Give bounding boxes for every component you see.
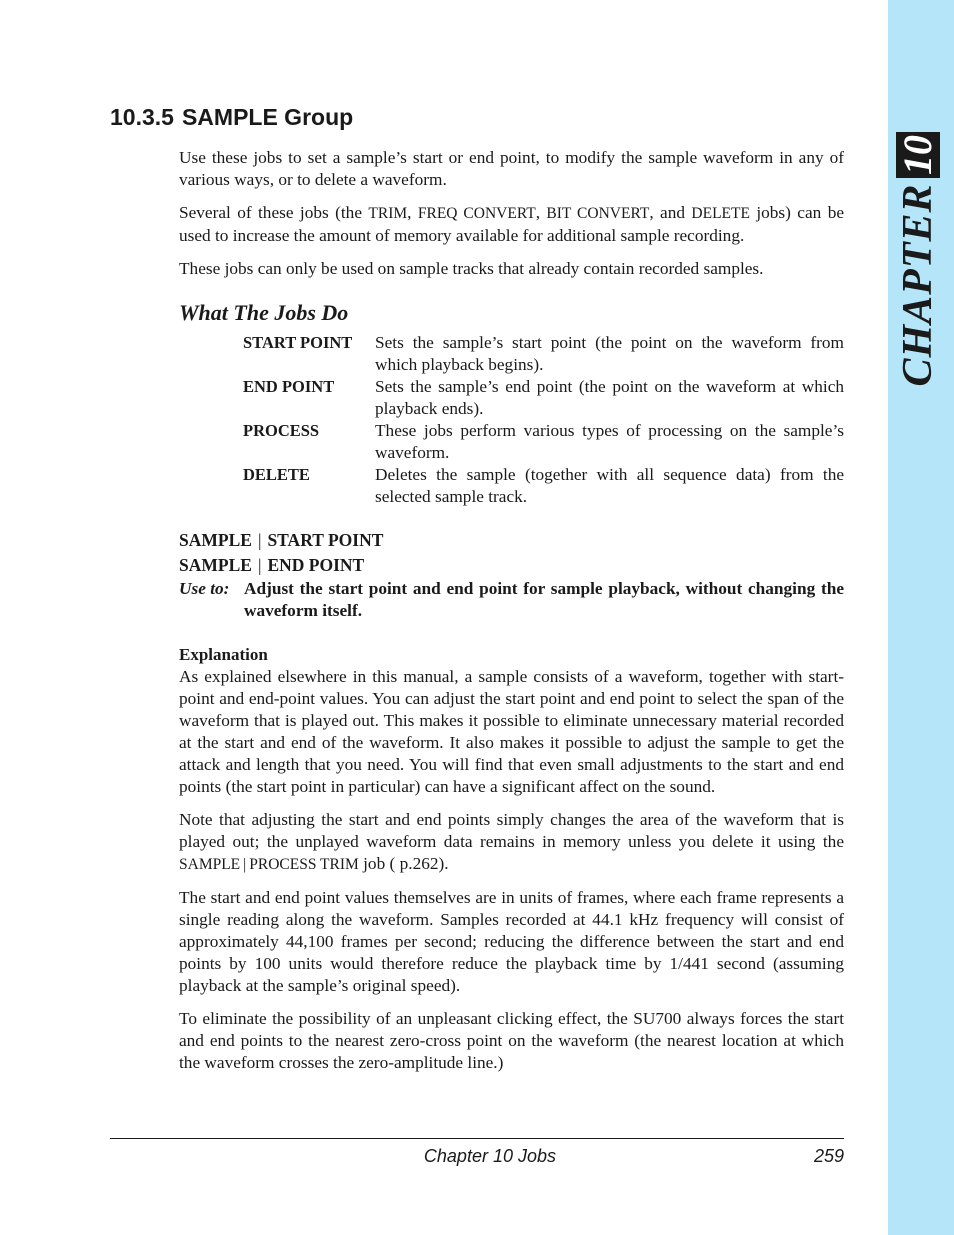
job-description: Sets the sample’s start point (the point on the waveform from which playback begins). [375,333,844,374]
explanation-paragraph-1: As explained elsewhere in this manual, a sample consists of a waveform, together with start-point and end-point values. You can adjust the start point and end point to select the span of the waveform that is played out. This makes it possible to eliminate unnecessary material recorded at the start and end of the waveform. It also makes it possible to adjust the sample to get the attack and length that you need. You will find that even small adjustments to the start and end points (the start point in particular) can have a significant affect on the sound. [179,667,844,796]
footer-divider [110,1138,844,1139]
explanation-paragraph-4: To eliminate the possibility of an unpleasant clicking effect, the SU700 always forces the start and end points to the nearest zero-cross point on the waveform (the nearest location at which the waveform crosses the zero-amplitude line.) [179,1009,844,1072]
job-path-separator: | [243,856,247,873]
command-group: SAMPLE [179,530,252,550]
section-heading [110,104,353,131]
job-name-delete: DELETE [691,205,750,222]
explanation-p2-text: Note that adjusting the start and end points simply changes the area of the waveform that is played out; the unplayed waveform data remains in memory unless you delete it using the [179,810,844,851]
job-term: START POINT [243,333,353,352]
job-name-trim: TRIM [368,205,408,222]
main-content [179,147,844,1085]
job-item [243,376,844,420]
job-name-bit-convert: BIT CONVERT [546,205,650,222]
job-item [243,332,844,376]
chapter-word: CHAPTER [895,183,941,387]
job-group-name: SAMPLE [179,856,241,873]
command-job: END POINT [267,555,365,575]
explanation-paragraph-3: The start and end point values themselves are in units of frames, where each frame represents a single reading along the waveform. Samples recorded at 44.1 kHz frequency will consist of approximately 44,100 frames per second; reducing the difference between the start and end points by 100 units would therefore reduce the playback time by 1/441 second (assuming playback at the sample’s original speed). [179,888,844,995]
job-term: DELETE [243,465,310,484]
use-to-label: Use to: [179,579,230,598]
use-to-text: Adjust the start point and end point for sample playback, without changing the waveform itself. [244,579,844,620]
chapter-number: 10 [895,135,940,175]
command-separator: | [257,555,262,575]
explanation-paragraph-2 [179,809,844,876]
intro-paragraph-1: Use these jobs to set a sample’s start or end point, to modify the sample waveform in any of various ways, or to delete a waveform. [179,148,844,189]
command-end-point [179,553,844,578]
command-group: SAMPLE [179,555,252,575]
job-term: END POINT [243,377,335,396]
intro-p2-and: , and [649,203,692,222]
use-to-block [179,578,844,622]
intro-p2-text: Several of these jobs (the [179,203,369,222]
intro-p2-sep: , [407,203,418,222]
section-number: 10.3.5 [110,104,174,130]
explanation-p2-reference: job ( p.262). [358,854,449,873]
job-description: Deletes the sample (together with all sequence data) from the selected sample track. [375,465,844,506]
intro-paragraph-2 [179,202,844,247]
job-description: These jobs perform various types of processing on the sample’s waveform. [375,421,844,462]
command-job: START POINT [267,530,384,550]
job-description: Sets the sample’s end point (the point on the waveform at which playback ends). [375,377,844,418]
command-start-point [179,528,844,553]
command-separator: | [257,530,262,550]
job-name-freq-convert: FREQ CONVERT [417,205,536,222]
explanation-heading: Explanation [179,645,268,664]
intro-paragraph-3: These jobs can only be used on sample tracks that already contain recorded samples. [179,259,764,278]
footer-chapter-title: Chapter 10 Jobs [423,1146,556,1166]
what-jobs-heading: What The Jobs Do [179,300,349,325]
intro-p2-sep: , [535,203,547,222]
job-item [243,420,844,464]
intro-p2-text-end: jobs) can be used to increase the amount of memory available for additional sample recording. [179,203,844,245]
job-item [243,464,844,508]
section-title: SAMPLE Group [181,104,354,130]
jobs-list [243,332,844,508]
job-term: PROCESS [243,421,320,440]
page-number: 259 [813,1146,844,1166]
job-name-process-trim: PROCESS TRIM [249,856,359,873]
